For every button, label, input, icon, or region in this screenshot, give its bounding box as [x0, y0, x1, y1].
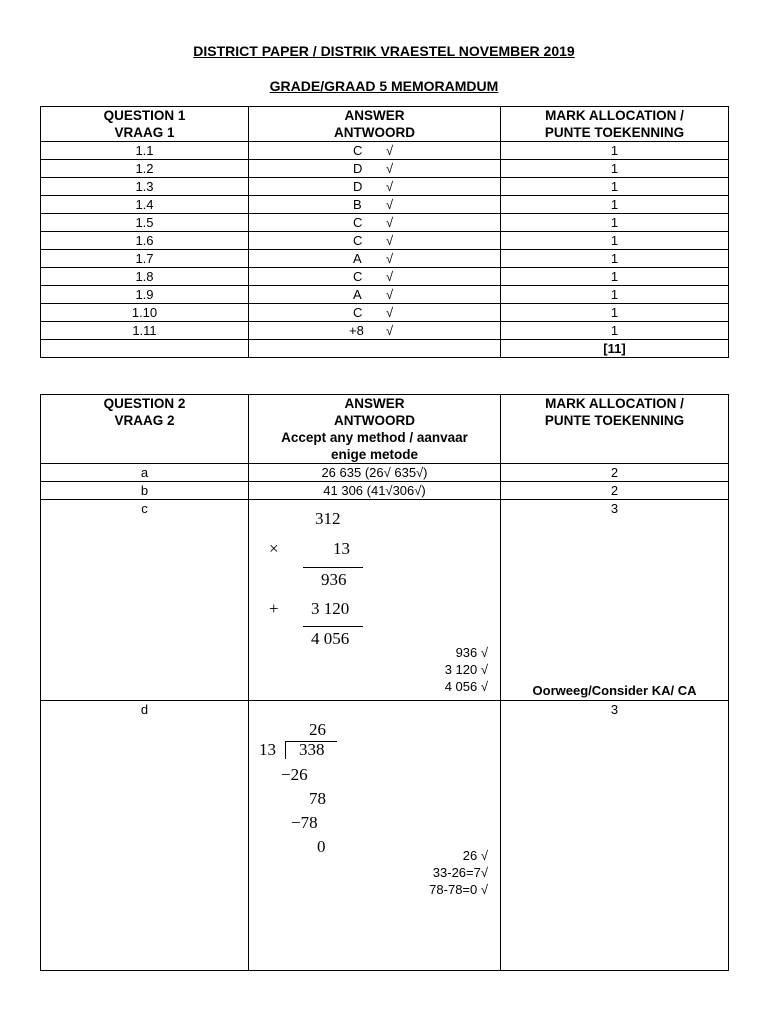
- q1-answer-cell: [249, 178, 501, 196]
- q2-answer-header: [249, 395, 501, 464]
- table-row: [41, 232, 729, 250]
- q1-question-header-line1: QUESTION 1: [103, 108, 186, 123]
- q2d-subtract-1: −26: [281, 765, 308, 784]
- q1-total-empty-cell: [41, 340, 249, 358]
- q2c-plus-sign: +: [269, 599, 279, 618]
- q1-answer-header-line2: ANTWOORD: [334, 125, 415, 140]
- q1-question-number: 1.10: [41, 304, 249, 322]
- q2b-mark: 2: [501, 482, 729, 500]
- q1-mark-header: [501, 107, 729, 142]
- q2c-checks: [445, 644, 488, 695]
- table-row: [41, 322, 729, 340]
- q2d-dividend: 338: [299, 740, 325, 759]
- q1-mark: 1: [501, 250, 729, 268]
- q1-mark: 1: [501, 214, 729, 232]
- q2d-question: d: [41, 701, 249, 971]
- q2c-product: 4 056: [311, 629, 350, 648]
- q2d-mark: 3: [501, 701, 729, 971]
- q2d-check-2: 33-26=7√: [432, 865, 488, 880]
- q2c-consider-note: Oorweeg/Consider KA/ CA: [532, 683, 697, 698]
- q1-answer: B: [353, 197, 362, 212]
- table-row: [41, 250, 729, 268]
- q1-answer-cell: [249, 268, 501, 286]
- q1-mark: 1: [501, 142, 729, 160]
- q2-answer-header-line4: enige metode: [330, 447, 419, 462]
- q2a-mark: 2: [501, 464, 729, 482]
- q1-answer-cell: [249, 160, 501, 178]
- q2c-rule-2: [303, 626, 363, 627]
- table-row: [41, 142, 729, 160]
- q1-answer-header: [249, 107, 501, 142]
- q1-question-number: 1.1: [41, 142, 249, 160]
- q1-answer-cell: [249, 196, 501, 214]
- q1-question-number: 1.8: [41, 268, 249, 286]
- q1-question-header: [41, 107, 249, 142]
- q2-mark-header-line1: MARK ALLOCATION /: [545, 396, 684, 411]
- q2c-question: c: [41, 500, 249, 701]
- q1-question-number: 1.5: [41, 214, 249, 232]
- table-row: [41, 701, 729, 971]
- table-row: [41, 500, 729, 701]
- check-mark-icon: √: [386, 323, 394, 338]
- q1-answer: D: [353, 161, 363, 176]
- check-mark-icon: √: [386, 197, 394, 212]
- q1-answer-cell: [249, 214, 501, 232]
- q1-mark: 1: [501, 322, 729, 340]
- q2b-answer: 41 306 (41√306√): [249, 482, 501, 500]
- q1-mark: 1: [501, 160, 729, 178]
- question-2-table: [40, 394, 729, 971]
- q1-mark: 1: [501, 178, 729, 196]
- check-mark-icon: √: [386, 251, 394, 266]
- q2d-checks: [429, 847, 488, 898]
- table-row: [41, 214, 729, 232]
- q1-mark: 1: [501, 268, 729, 286]
- q1-total-mark: [11]: [501, 340, 729, 358]
- q1-question-number: 1.6: [41, 232, 249, 250]
- check-mark-icon: √: [386, 179, 394, 194]
- q1-question-number: 1.2: [41, 160, 249, 178]
- q2-question-header: [41, 395, 249, 464]
- table-row: [41, 464, 729, 482]
- q2-question-header-line1: QUESTION 2: [103, 396, 186, 411]
- q1-answer-cell: [249, 250, 501, 268]
- q1-mark: 1: [501, 196, 729, 214]
- q2c-times-sign: ×: [269, 539, 279, 558]
- q1-answer-header-line1: ANSWER: [344, 108, 405, 123]
- check-mark-icon: √: [386, 269, 394, 284]
- q2c-answer-cell: [249, 500, 501, 701]
- q1-answer: C: [353, 305, 363, 320]
- q2d-remainder-1: 78: [309, 789, 326, 808]
- q1-question-number: 1.11: [41, 322, 249, 340]
- q2c-multiplier: 13: [333, 539, 350, 558]
- q1-answer-cell: [249, 286, 501, 304]
- check-mark-icon: √: [386, 143, 394, 158]
- q1-mark: 1: [501, 232, 729, 250]
- table-row: [41, 482, 729, 500]
- q2-mark-header-line2: PUNTE TOEKENNING: [544, 413, 685, 428]
- q1-answer: +8: [349, 323, 364, 338]
- question-1-table: [40, 106, 729, 358]
- q2b-question: b: [41, 482, 249, 500]
- q2-question-header-line2: VRAAG 2: [114, 413, 175, 428]
- q1-mark: 1: [501, 286, 729, 304]
- q2d-division-bracket: [285, 741, 286, 759]
- q1-answer-cell: [249, 304, 501, 322]
- q2-answer-header-line2: ANTWOORD: [334, 413, 415, 428]
- q2a-question: a: [41, 464, 249, 482]
- q2d-remainder-2: 0: [317, 837, 326, 856]
- q1-answer: A: [353, 251, 362, 266]
- q1-total-empty-cell: [249, 340, 501, 358]
- q2-mark-header: [501, 395, 729, 464]
- q1-answer: A: [353, 287, 362, 302]
- q1-answer: C: [353, 233, 363, 248]
- q2d-divisor: 13: [259, 740, 276, 759]
- table-row: [41, 178, 729, 196]
- q1-question-number: 1.3: [41, 178, 249, 196]
- table-row: [41, 160, 729, 178]
- q1-answer: C: [353, 215, 363, 230]
- q1-question-number: 1.4: [41, 196, 249, 214]
- table-row: [41, 304, 729, 322]
- q1-answer-cell: [249, 322, 501, 340]
- q1-answer: C: [353, 269, 363, 284]
- table-row: [41, 268, 729, 286]
- check-mark-icon: √: [386, 233, 394, 248]
- q2d-check-1: 26 √: [462, 848, 488, 863]
- q1-answer: D: [353, 179, 363, 194]
- q2c-check-1: 936 √: [455, 645, 488, 660]
- q2-answer-header-line3: Accept any method / aanvaar: [281, 430, 468, 445]
- q2c-check-2: 3 120 √: [444, 662, 488, 677]
- page-title: DISTRICT PAPER / DISTRIK VRAESTEL NOVEMBER 2019: [193, 43, 575, 59]
- q2d-quotient: 26: [309, 720, 326, 739]
- q2c-mark: 3: [610, 501, 619, 516]
- check-mark-icon: √: [386, 305, 394, 320]
- q1-answer-cell: [249, 142, 501, 160]
- q2c-partial-1: 936: [321, 570, 347, 589]
- check-mark-icon: √: [386, 215, 394, 230]
- q1-question-number: 1.7: [41, 250, 249, 268]
- q2c-mark-cell: [501, 500, 729, 701]
- q2d-check-3: 78-78=0 √: [429, 882, 488, 897]
- q1-mark-header-line2: PUNTE TOEKENNING: [544, 125, 685, 140]
- q2-answer-header-line1: ANSWER: [344, 396, 405, 411]
- q1-question-header-line2: VRAAG 1: [114, 125, 175, 140]
- q2c-rule-1: [303, 567, 363, 568]
- table-row: [41, 196, 729, 214]
- q2a-answer: 26 635 (26√ 635√): [249, 464, 501, 482]
- q2c-partial-2: 3 120: [311, 599, 350, 618]
- q1-answer-cell: [249, 232, 501, 250]
- q2c-multiplicand: 312: [315, 509, 341, 528]
- table-row: [41, 286, 729, 304]
- q1-question-number: 1.9: [41, 286, 249, 304]
- q1-answer: C: [353, 143, 363, 158]
- q2d-subtract-2: −78: [291, 813, 318, 832]
- q2c-check-3: 4 056 √: [444, 679, 488, 694]
- q1-mark: 1: [501, 304, 729, 322]
- page-subtitle: GRADE/GRAAD 5 MEMORAMDUM: [269, 78, 499, 94]
- q2d-answer-cell: [249, 701, 501, 971]
- q1-mark-header-line1: MARK ALLOCATION /: [545, 108, 684, 123]
- check-mark-icon: √: [386, 287, 394, 302]
- check-mark-icon: √: [386, 161, 394, 176]
